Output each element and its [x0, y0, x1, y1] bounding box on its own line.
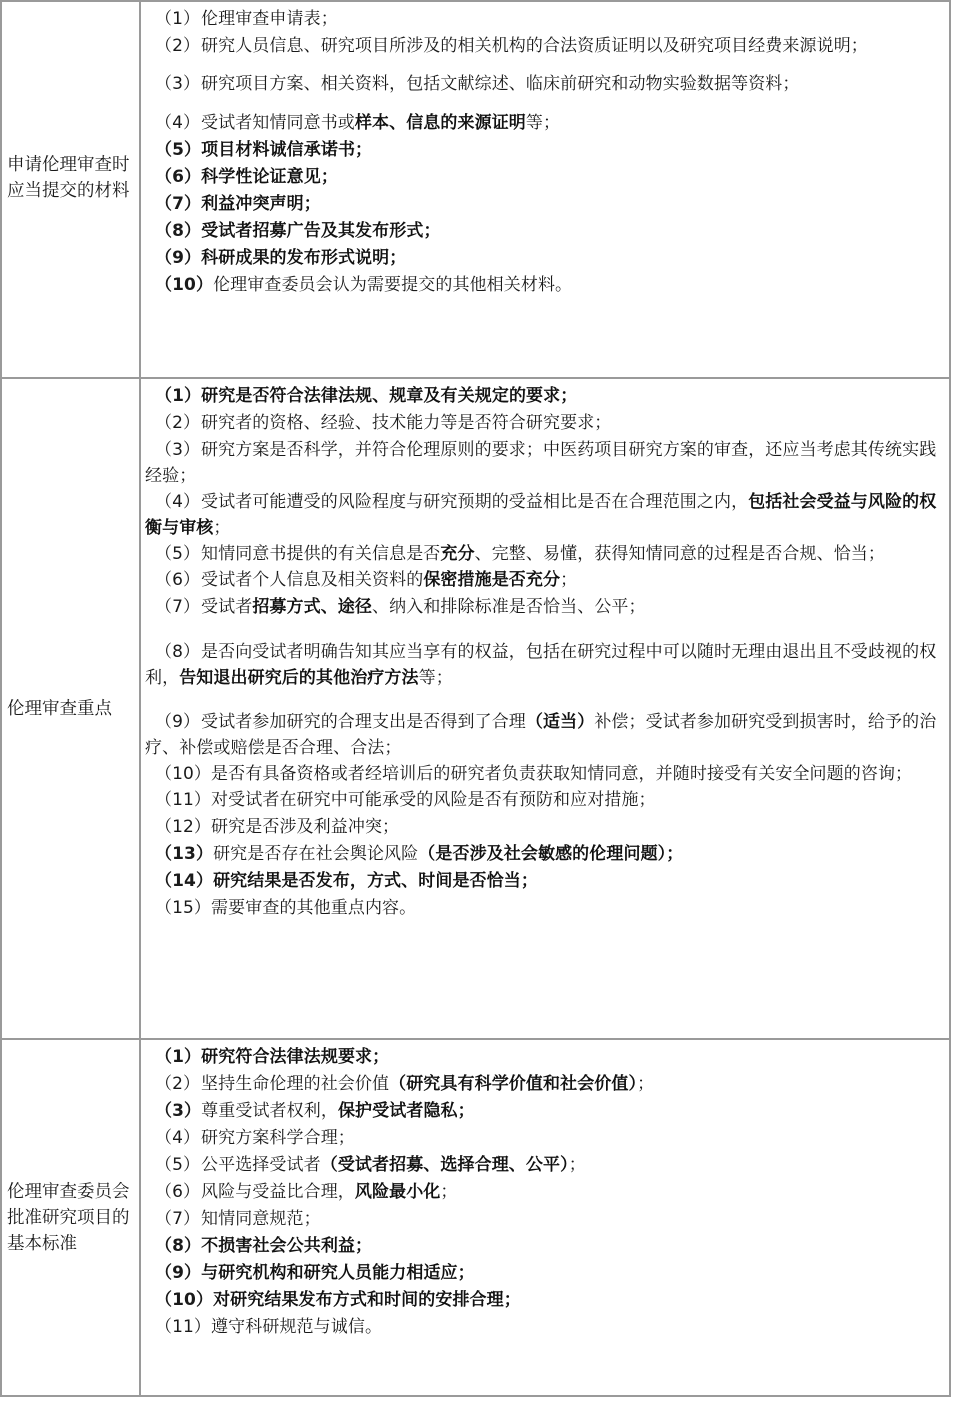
item-number: （8）	[155, 221, 202, 241]
item-text: 受试者知情同意书或	[201, 113, 355, 133]
item-text: 研究项目方案、相关资料，包括文献综述、临床前研究和动物实验数据等资料；	[201, 74, 800, 94]
list-item	[145, 1152, 945, 1179]
item-text: 受试者	[201, 597, 253, 617]
item-text-bold: 研究是否符合法律法规、规章及有关规定的要求；	[201, 386, 578, 406]
item-number: （8）	[155, 1236, 202, 1256]
section-row-materials	[1, 1, 950, 378]
list-item	[145, 272, 945, 299]
item-text: 、纳入和排除标准是否恰当、公平；	[372, 597, 646, 617]
list-item	[145, 814, 945, 841]
list-item	[145, 541, 945, 567]
item-text: 研究方案科学合理；	[201, 1128, 355, 1148]
item-text: 受试者参加研究的合理支出是否得到了合理	[201, 712, 526, 732]
item-text-bold: 保护受试者隐私；	[337, 1101, 475, 1121]
item-text: 是否向受试者明确告知其应当享有的权益，包括在研究过程中可以随时无理由退出且不受歧视的权利，	[145, 642, 937, 688]
item-text-bold: 充分	[440, 544, 475, 564]
item-text-bold: （是否涉及社会敏感的伦理问题）；	[418, 844, 684, 864]
item-number: （15）	[155, 898, 212, 918]
item-text-bold: 利益冲突声明；	[201, 194, 321, 214]
item-number: （3）	[155, 74, 201, 94]
section-label	[1, 1039, 140, 1396]
item-text-bold: 包括社会受益与风险的权衡与审核	[145, 492, 937, 538]
item-text: 知情同意规范；	[201, 1209, 321, 1229]
item-text-bold: 研究符合法律法规要求；	[201, 1047, 390, 1067]
list-item	[145, 383, 945, 410]
item-number: （10）	[155, 764, 212, 784]
section-label-text: 申请伦理审查时应当提交的材料	[7, 155, 130, 201]
item-text-bold: 告知退出研究后的其他治疗方法	[179, 668, 419, 688]
item-text: 研究者的资格、经验、技术能力等是否符合研究要求；	[201, 413, 612, 433]
item-number: （1）	[155, 9, 201, 29]
item-text-bold: 招募方式、途径	[252, 597, 373, 617]
item-text: 是否有具备资格或者经培训后的研究者负责获取知情同意，并随时接受有关安全问题的咨询；	[211, 764, 913, 784]
list-item	[145, 410, 945, 437]
item-number: （9）	[155, 248, 202, 268]
item-number: （6）	[155, 1182, 201, 1202]
section-items	[140, 1039, 950, 1396]
list-item	[145, 437, 945, 489]
item-number: （7）	[155, 597, 201, 617]
section-items	[140, 1, 950, 378]
item-text: ；	[568, 1155, 586, 1175]
item-text: 需要审查的其他重点内容。	[211, 898, 417, 918]
item-text-bold: 研究结果是否发布，方式、时间是否恰当；	[213, 871, 538, 891]
list-item	[145, 787, 945, 814]
section-label-text: 伦理审查委员会批准研究项目的基本标准	[7, 1181, 130, 1254]
item-text: 坚持生命伦理的社会价值	[201, 1074, 390, 1094]
item-number: （5）	[155, 140, 202, 160]
item-text: 受试者个人信息及相关资料的	[201, 570, 424, 590]
list-item	[145, 567, 945, 594]
item-text: 尊重受试者权利，	[201, 1101, 338, 1121]
item-text: 知情同意书提供的有关信息是否	[201, 544, 441, 564]
list-item	[145, 71, 945, 98]
section-row-review-focus	[1, 378, 950, 1039]
item-text: 风险与受益比合理，	[201, 1182, 355, 1202]
item-number: （7）	[155, 194, 202, 214]
list-item	[145, 489, 945, 541]
item-number: （4）	[155, 113, 201, 133]
list-item	[145, 841, 945, 868]
item-text: 受试者可能遭受的风险程度与研究预期的受益相比是否在合理范围之内，	[201, 492, 749, 512]
item-number: （5）	[155, 1155, 201, 1175]
item-text: 研究方案是否科学，并符合伦理原则的要求；中医药项目研究方案的审查，还应当考虑其传统实践经验；	[145, 440, 937, 486]
item-text: 等；	[418, 668, 453, 688]
list-item	[145, 761, 945, 787]
list-item	[145, 1206, 945, 1233]
item-number: （2）	[155, 413, 201, 433]
item-number: （4）	[155, 1128, 201, 1148]
item-number: （5）	[155, 544, 201, 564]
item-number: （4）	[155, 492, 201, 512]
item-text-bold: 对研究结果发布方式和时间的安排合理；	[213, 1290, 521, 1310]
item-number: （10）	[155, 1290, 214, 1310]
list-item	[145, 137, 945, 164]
section-items	[140, 378, 950, 1039]
item-number: （3）	[155, 1101, 202, 1121]
item-number: （1）	[155, 386, 202, 406]
item-number: （9）	[155, 1263, 202, 1283]
item-number: （11）	[155, 790, 212, 810]
item-text: 伦理审查申请表；	[201, 9, 338, 29]
list-item	[145, 6, 945, 33]
item-number: （7）	[155, 1209, 201, 1229]
item-text: 等；	[525, 113, 561, 133]
item-text: 研究人员信息、研究项目所涉及的相关机构的合法资质证明以及研究项目经费来源说明；	[201, 36, 868, 56]
item-text: 研究是否涉及利益冲突；	[211, 817, 400, 837]
item-text: 伦理审查委员会认为需要提交的其他相关材料。	[213, 275, 573, 295]
item-number: （14）	[155, 871, 214, 891]
list-item	[145, 868, 945, 895]
list-item	[145, 1287, 945, 1314]
item-text-bold: 样本、信息的来源证明	[354, 113, 526, 133]
item-text: 遵守科研规范与诚信。	[211, 1317, 383, 1337]
list-item	[145, 1260, 945, 1287]
list-item	[145, 639, 945, 691]
item-text-bold: 项目材料诚信承诺书；	[201, 140, 373, 160]
item-number: （2）	[155, 36, 201, 56]
item-number: （13）	[155, 844, 214, 864]
item-text-bold: （适当）	[525, 712, 595, 732]
list-item	[145, 895, 945, 922]
list-item	[145, 594, 945, 621]
item-text-bold: （受试者招募、选择合理、公平）	[320, 1155, 569, 1175]
item-text-bold: （研究具有科学价值和社会价值）	[389, 1074, 638, 1094]
list-item	[145, 1314, 945, 1341]
item-text: ；	[560, 570, 578, 590]
item-number: （12）	[155, 817, 212, 837]
list-item	[145, 1179, 945, 1206]
item-number: （10）	[155, 275, 214, 295]
item-number: （3）	[155, 440, 201, 460]
item-text: ；	[637, 1074, 655, 1094]
list-item	[145, 709, 945, 761]
item-text: ；	[440, 1182, 458, 1202]
section-label	[1, 378, 140, 1039]
item-text: ；	[213, 518, 231, 538]
item-text-bold: 受试者招募广告及其发布形式；	[201, 221, 441, 241]
item-text: 补偿；受试者参加研究受到损害时，给予的治疗、补偿或赔偿是否合理、合法；	[145, 712, 937, 758]
item-number: （1）	[155, 1047, 202, 1067]
item-text: 对受试者在研究中可能承受的风险是否有预防和应对措施；	[211, 790, 656, 810]
item-text-bold: 不损害社会公共利益；	[201, 1236, 373, 1256]
list-item	[145, 33, 945, 59]
list-item	[145, 1233, 945, 1260]
item-text-bold: 科研成果的发布形式说明；	[201, 248, 407, 268]
item-text-bold: 保密措施是否充分	[423, 570, 561, 590]
item-number: （11）	[155, 1317, 212, 1337]
section-label	[1, 1, 140, 378]
list-item	[145, 164, 945, 191]
item-number: （2）	[155, 1074, 201, 1094]
list-item	[145, 1098, 945, 1125]
section-label-text: 伦理审查重点	[7, 698, 112, 719]
list-item	[145, 191, 945, 218]
list-item	[145, 218, 945, 245]
section-row-approval-criteria	[1, 1039, 950, 1396]
item-text: 研究是否存在社会舆论风险	[213, 844, 419, 864]
list-item	[145, 1071, 945, 1098]
item-number: （6）	[155, 570, 201, 590]
item-text: 公平选择受试者	[201, 1155, 321, 1175]
list-item	[145, 110, 945, 137]
item-text-bold: 与研究机构和研究人员能力相适应；	[201, 1263, 475, 1283]
item-number: （8）	[155, 642, 201, 662]
list-item	[145, 1044, 945, 1071]
item-text-bold: 科学性论证意见；	[201, 167, 338, 187]
item-text-bold: 风险最小化	[354, 1182, 441, 1202]
list-item	[145, 1125, 945, 1152]
item-number: （9）	[155, 712, 201, 732]
item-number: （6）	[155, 167, 202, 187]
item-text: 、完整、易懂，获得知情同意的过程是否合规、恰当；	[474, 544, 886, 564]
list-item	[145, 245, 945, 272]
